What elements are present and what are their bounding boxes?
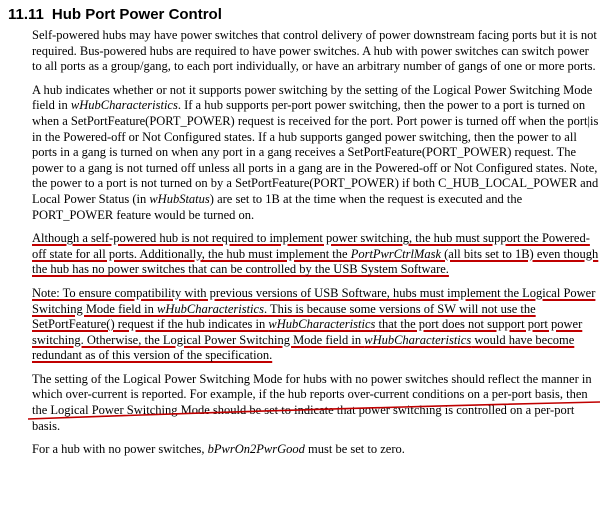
text-run: Note: To ensure compatibility with previous versions of USB Software, hubs must implement the Logical Power Switching Mode field in — [32, 285, 596, 316]
field-name-whubcharacteristics: wHubCharacteristics — [268, 317, 376, 332]
field-name-whubcharacteristics: wHubCharacteristics — [157, 301, 264, 316]
text-run: that the port does not support port power switching. Otherwise, the Logical Power Switching Mode field in — [32, 317, 583, 347]
field-name-portpwrctrlmask: PortPwrCtrlMask — [350, 246, 441, 261]
text-run: ) are set to 1B at the time when the request is executed and the PORT_POWER feature would be turned on. — [32, 191, 523, 222]
text-run: (all bits set to 1B) even though the hub has no power switches that can be controlled by the USB System Software. — [32, 246, 599, 277]
text-run: would have become redundant as of this version of the specification. — [32, 332, 575, 363]
text-run: must be set to zero. — [304, 442, 405, 457]
text-run: . If a hub supports per-port power switching, then the power to a port is turned on when a SetPortFeature(PORT_POWER) request is received for the port. Port power is turned off when the port|is in the Powered-off or Not Configured states. If a hub supports ganged power switching, then the power to all ports in a gang is turned on when any port in a gang receives a SetPortFeature(PORT_POWER) request. The power to a gang is not turned off unless all ports in a gang are in the Powered-off or Not Configured states. Note, the power to a port is not turned on by a SetPortFeature(PORT_POWER) if both C_HUB_LOCAL_POWER and Local Power Status (in — [32, 98, 599, 206]
paragraph-underlined-compatibility-note — [32, 286, 599, 364]
section-title-text: Hub Port Power Control — [51, 6, 222, 23]
field-name-whubcharacteristics: wHubCharacteristics — [364, 332, 472, 347]
paragraph-text: The setting of the Logical Power Switching Mode for hubs with no power switches should reflect the manner in which over-current is reported. For example, if the hub reports over-current conditions on a per-port basis, then the Logical Power Switching Mode should be set to indicate that power switching is controlled on a per-port basis. — [32, 371, 592, 433]
text-run: For a hub with no power switches, — [32, 442, 208, 457]
paragraph-text: Self-powered hubs may have power switches that control delivery of power downstream facing ports but it is not required. Bus-powered hubs are required to have power switches. A hub with power switches can switch power to all ports as a group/gang, to each port individually, or have an arbitrary number of gangs of one or more ports. — [32, 28, 597, 74]
paragraph-underlined-self-powered — [32, 231, 599, 278]
paragraph-power-switching-indication — [32, 83, 599, 223]
paragraph-power-switches-intro — [32, 28, 599, 75]
text-run: Although a self-powered hub is not required to implement power switching, the hub must support the Powered-off state for all ports. Additionally, the hub must implement the — [32, 231, 590, 261]
field-name-whubcharacteristics: wHubCharacteristics — [70, 98, 178, 113]
text-run: A hub indicates whether or not it supports power switching by the setting of the Logical Power Switching Mode field in — [32, 82, 593, 113]
text-run: . This is because some versions of SW will not use the SetPortFeature() request if the hub indicates in — [32, 301, 536, 332]
section-number: 11.11 — [8, 6, 44, 23]
paragraph-overcurrent-reporting — [32, 372, 599, 434]
section-heading — [8, 6, 603, 24]
field-name-bpwron2pwrgood: bPwrOn2PwrGood — [207, 442, 305, 457]
section-body — [32, 28, 599, 458]
paragraph-bpwron2pwrgood — [32, 442, 599, 458]
field-name-whubstatus: wHubStatus — [149, 191, 210, 206]
